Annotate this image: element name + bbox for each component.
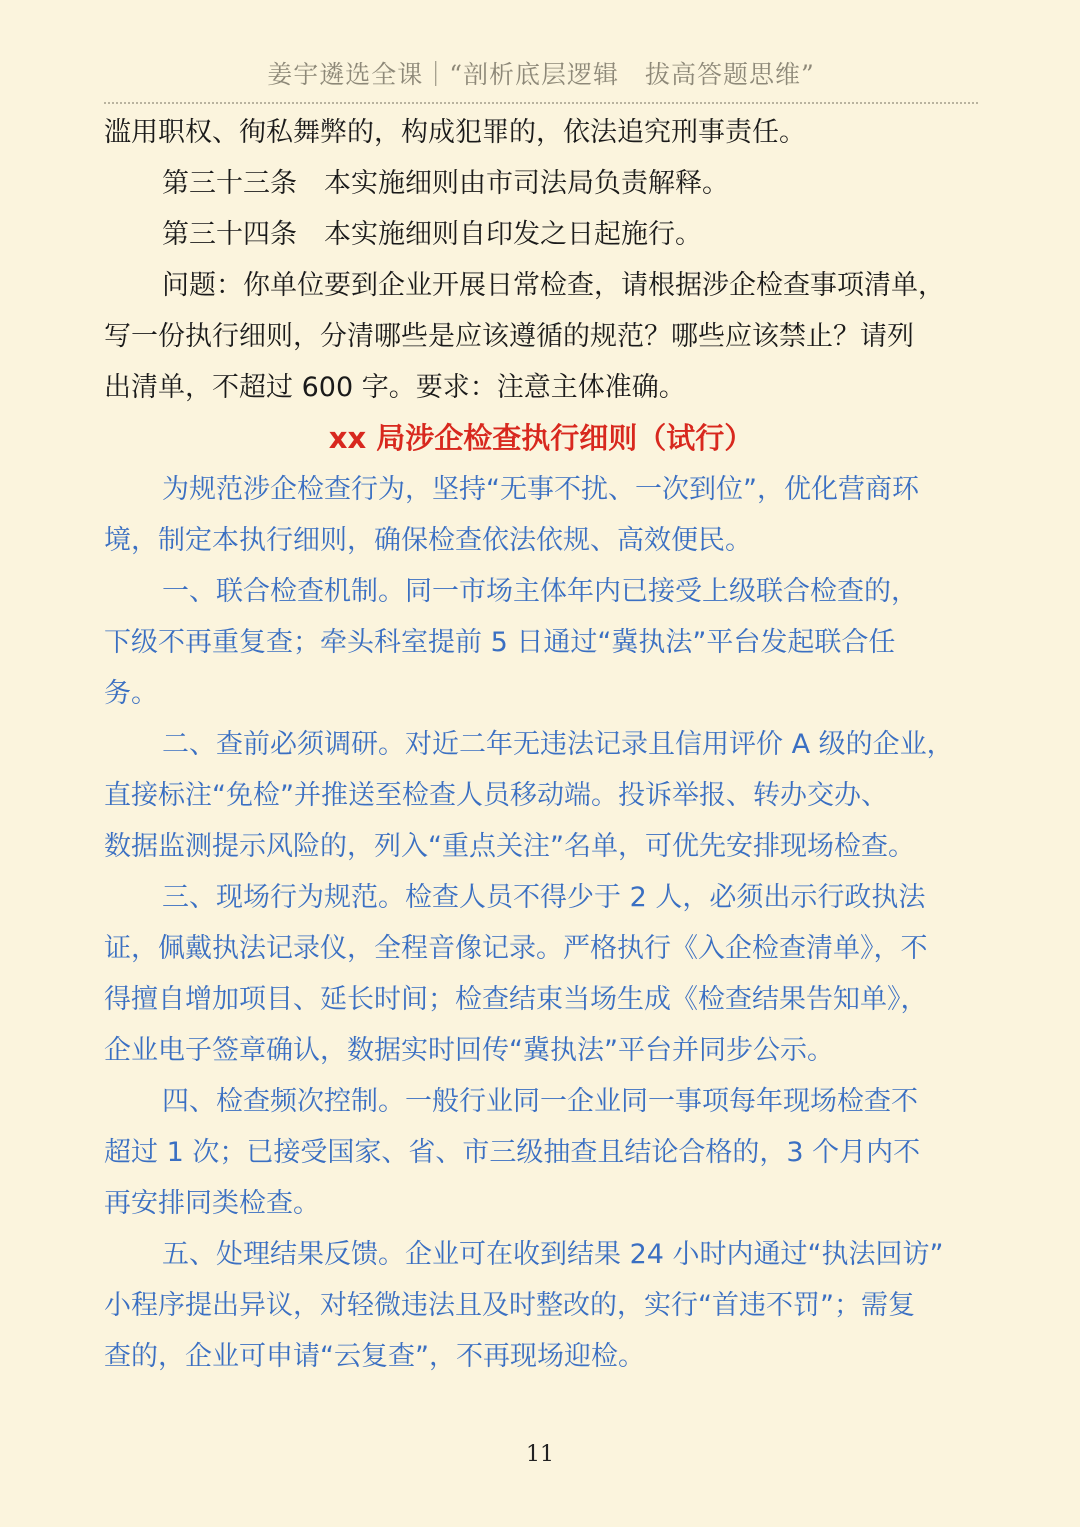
answer-line: 务。 bbox=[104, 678, 158, 709]
body-line: 滥用职权、徇私舞弊的，构成犯罪的，依法追究刑事责任。 bbox=[104, 117, 806, 148]
answer-line: 三、现场行为规范。检查人员不得少于 2 人，必须出示行政执法 bbox=[162, 882, 926, 913]
answer-line: 一、联合检查机制。同一市场主体年内已接受上级联合检查的， bbox=[162, 576, 918, 607]
answer-line: 再安排同类检查。 bbox=[104, 1188, 320, 1219]
article-33: 第三十三条 本实施细则由市司法局负责解释。 bbox=[162, 168, 729, 199]
question-line: 出清单，不超过 600 字。要求：注意主体准确。 bbox=[104, 372, 686, 403]
answer-line: 小程序提出异议，对轻微违法且及时整改的，实行“首违不罚”；需复 bbox=[104, 1290, 915, 1321]
answer-line: 五、处理结果反馈。企业可在收到结果 24 小时内通过“执法回访” bbox=[162, 1239, 944, 1270]
question-line: 写一份执行细则，分清哪些是应该遵循的规范？哪些应该禁止？请列 bbox=[104, 321, 914, 352]
article-34: 第三十四条 本实施细则自印发之日起施行。 bbox=[162, 219, 702, 250]
header-divider bbox=[104, 102, 978, 104]
answer-title: xx 局涉企检查执行细则（试行） bbox=[328, 421, 754, 455]
page-number: 11 bbox=[526, 1442, 554, 1467]
answer-line: 查的，企业可申请“云复查”，不再现场迎检。 bbox=[104, 1341, 645, 1372]
answer-line: 超过 1 次；已接受国家、省、市三级抽查且结论合格的，3 个月内不 bbox=[104, 1137, 921, 1168]
answer-line: 二、查前必须调研。对近二年无违法记录且信用评价 A 级的企业， bbox=[162, 729, 954, 760]
answer-line: 得擅自增加项目、延长时间；检查结束当场生成《检查结果告知单》， bbox=[104, 984, 928, 1015]
answer-line: 数据监测提示风险的，列入“重点关注”名单，可优先安排现场检查。 bbox=[104, 831, 915, 862]
answer-line: 四、检查频次控制。一般行业同一企业同一事项每年现场检查不 bbox=[162, 1086, 918, 1117]
running-header: 姜宇遴选全课｜“剖析底层逻辑 拔高答题思维” bbox=[267, 60, 815, 89]
answer-line: 证，佩戴执法记录仪，全程音像记录。严格执行《入企检查清单》，不 bbox=[104, 933, 928, 964]
question-line: 问题：你单位要到企业开展日常检查，请根据涉企检查事项清单， bbox=[162, 270, 945, 301]
answer-line: 为规范涉企检查行为，坚持“无事不扰、一次到位”，优化营商环 bbox=[162, 474, 919, 505]
answer-line: 下级不再重复查；牵头科室提前 5 日通过“冀执法”平台发起联合任 bbox=[104, 627, 896, 658]
answer-line: 境，制定本执行细则，确保检查依法依规、高效便民。 bbox=[104, 525, 752, 556]
answer-line: 企业电子签章确认，数据实时回传“冀执法”平台并同步公示。 bbox=[104, 1035, 834, 1066]
answer-line: 直接标注“免检”并推送至检查人员移动端。投诉举报、转办交办、 bbox=[104, 780, 888, 811]
